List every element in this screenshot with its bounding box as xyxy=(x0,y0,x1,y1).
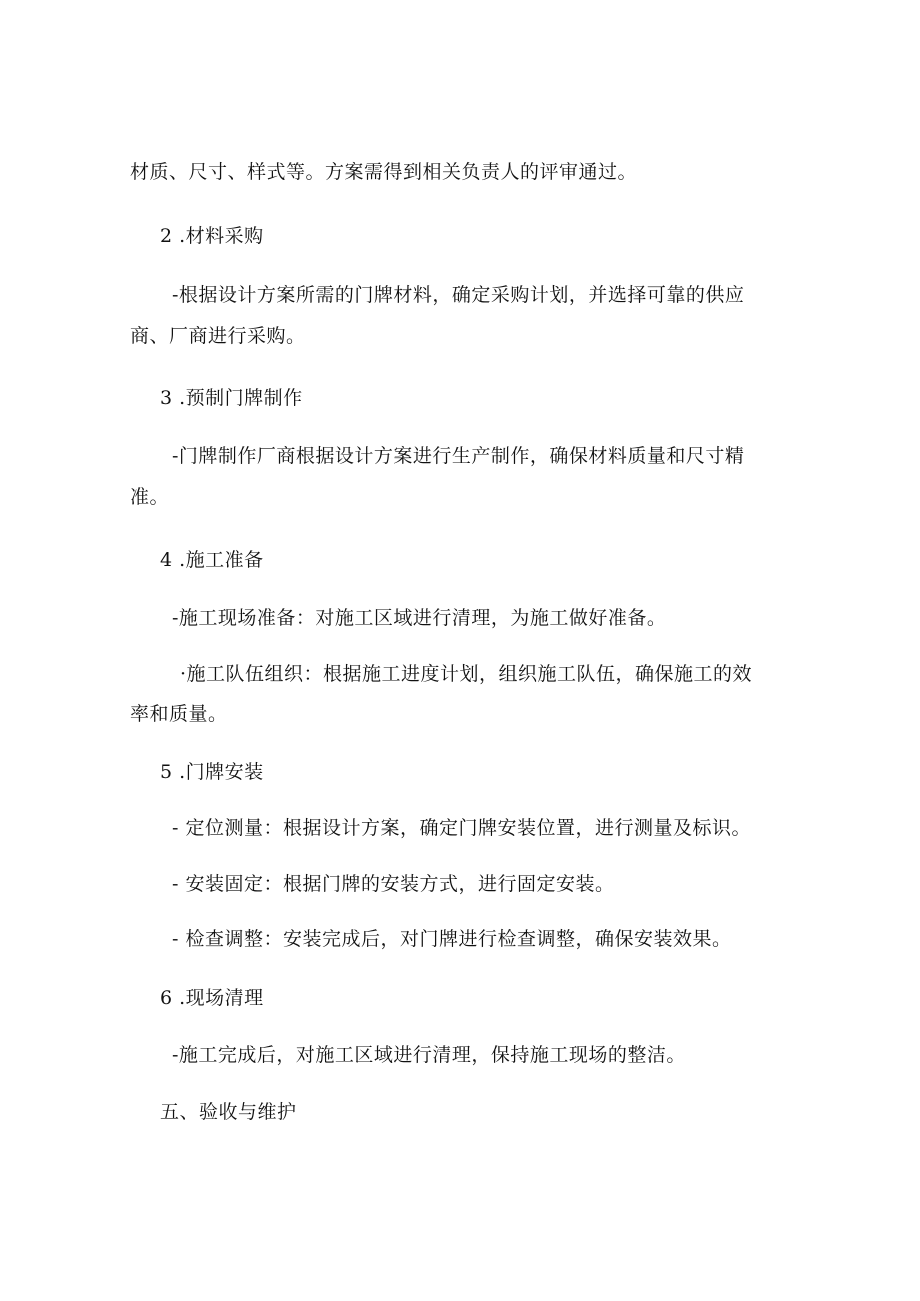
heading-prefab-sign-production: 3 .预制门牌制作 xyxy=(160,387,303,409)
installation-fixing-text: - 安装固定：根据门牌的安装方式，进行固定安装。 xyxy=(172,873,615,895)
heading-site-cleanup: 6 .现场清理 xyxy=(160,987,264,1009)
section-heading-acceptance-maintenance: 五、验收与维护 xyxy=(160,1101,297,1123)
cleanup-text: -施工完成后，对施工区域进行清理，保持施工现场的整洁。 xyxy=(172,1044,686,1066)
preparation-site-text: -施工现场准备：对施工区域进行清理，为施工做好准备。 xyxy=(172,607,667,629)
installation-inspection-text: - 检查调整：安装完成后，对门牌进行检查调整，确保安装效果。 xyxy=(172,928,732,950)
installation-positioning-text: - 定位测量：根据设计方案，确定门牌安装位置，进行测量及标识。 xyxy=(172,817,751,839)
paragraph-continuation: 材质、尺寸、样式等。方案需得到相关负责人的评审通过。 xyxy=(130,161,638,183)
procurement-text-line-1: -根据设计方案所需的门牌材料，确定采购计划，并选择可靠的供应 xyxy=(172,284,745,306)
heading-material-procurement: 2 .材料采购 xyxy=(160,225,264,247)
production-text-line-1: -门牌制作厂商根据设计方案进行生产制作，确保材料质量和尺寸精 xyxy=(172,445,745,467)
production-text-line-2: 准。 xyxy=(130,486,170,508)
procurement-text-line-2: 商、厂商进行采购。 xyxy=(130,325,306,347)
heading-sign-installation: 5 .门牌安装 xyxy=(160,761,264,783)
preparation-team-text-line-2: 率和质量。 xyxy=(130,703,228,725)
preparation-team-text-line-1: ·施工队伍组织：根据施工进度计划，组织施工队伍，确保施工的效 xyxy=(180,663,753,685)
heading-construction-preparation: 4 .施工准备 xyxy=(160,549,264,571)
